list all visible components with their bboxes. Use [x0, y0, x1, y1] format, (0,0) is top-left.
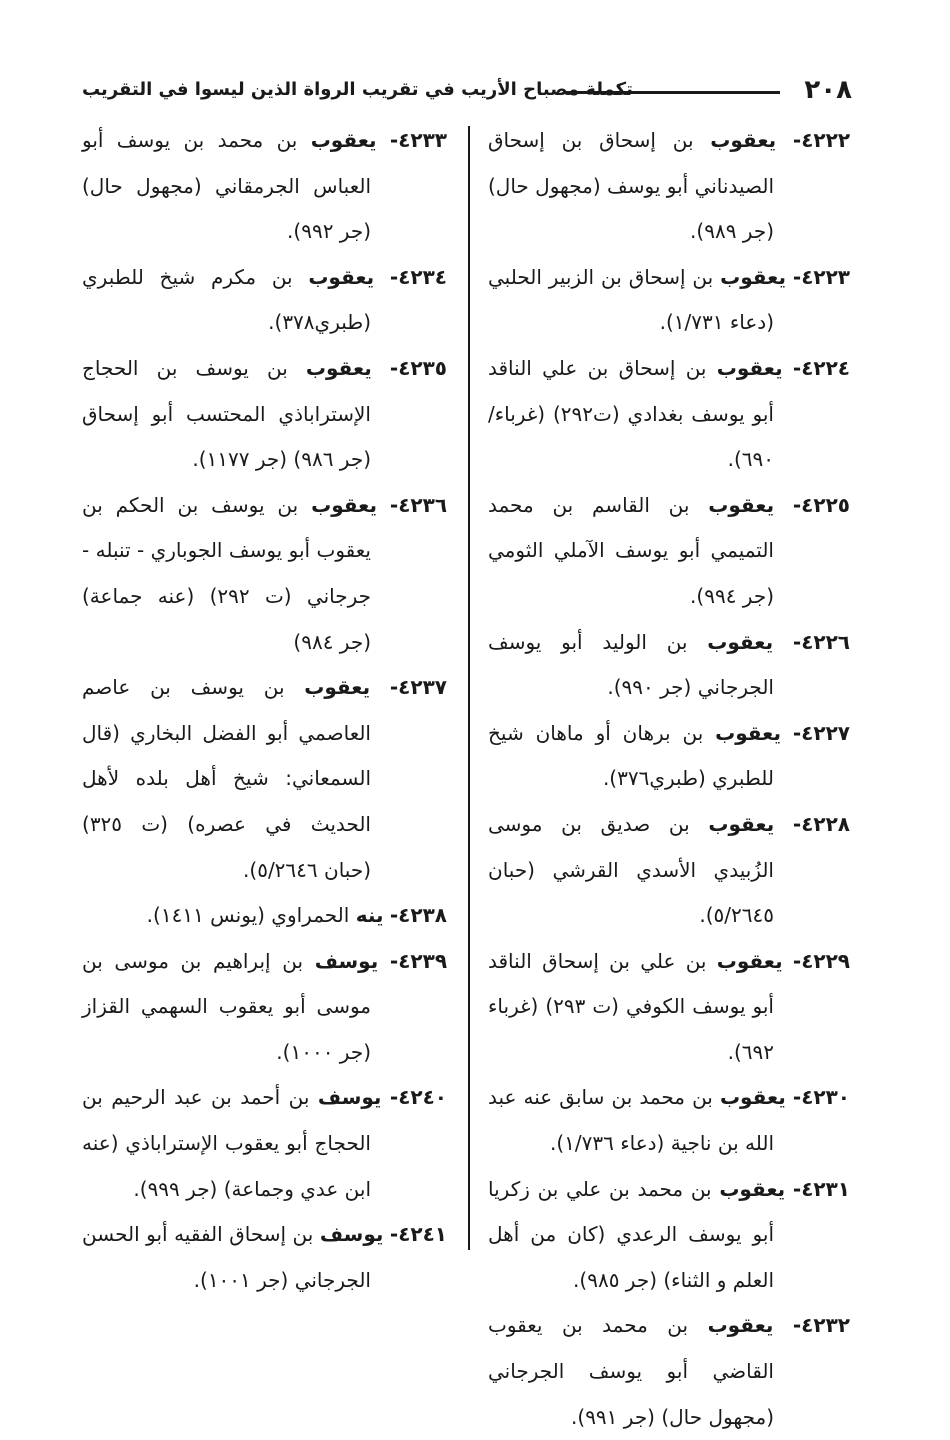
- narrator-entry: [488, 802, 850, 939]
- entry-name: يعقوب: [720, 264, 786, 289]
- entry-text: بن يوسف بن الحجاج الإستراباذي المحتسب أبو إسحاق (جر ٩٨٦) (جر ١١٧٧).: [82, 355, 371, 472]
- entry-text: بن محمد بن علي بن زكريا أبو يوسف الرعدي (كان من أهل العلم و الثناء) (جر ٩٨٥).: [488, 1176, 774, 1292]
- entry-name: يعقوب: [716, 355, 783, 380]
- right-column: [488, 118, 850, 1440]
- entry-number: ٤٢٣٥-: [389, 355, 448, 380]
- entry-number: ٤٢٢٣-: [792, 264, 851, 289]
- entry-text: بن محمد بن يعقوب القاضي أبو يوسف الجرجاني (مجهول حال) (جر ٩٩١).: [488, 1313, 774, 1429]
- narrator-entry: [82, 483, 447, 665]
- running-title: تكملة مصباح الأريب في تقريب الرواة الذين ليسوا في التقريب: [82, 79, 633, 100]
- narrator-entry: [488, 711, 850, 802]
- narrator-entry: [488, 255, 850, 346]
- entry-number: ٤٢٢٩-: [792, 948, 851, 973]
- narrator-entry: [82, 346, 447, 483]
- entry-number: ٤٢٣٤-: [389, 264, 448, 289]
- narrator-entry: [82, 1212, 447, 1303]
- entry-number: ٤٢٣١-: [792, 1176, 851, 1201]
- entry-text: بن أحمد بن عبد الرحيم بن الحجاج أبو يعقوب الإستراباذي (عنه ابن عدي وجماعة) (جر ٩٩٩).: [82, 1085, 371, 1201]
- entry-number: ٤٢٢٦-: [792, 629, 851, 654]
- entry-text: بن إسحاق بن علي الناقد أبو يوسف بغدادي (ت٢٩٢) (غرباء/ ٦٩٠).: [488, 355, 774, 472]
- entry-name: يعقوب: [308, 264, 375, 289]
- entry-text: بن علي بن إسحاق الناقد أبو يوسف الكوفي (ت ٢٩٣) (غرباء ٦٩٢).: [488, 948, 774, 1064]
- narrator-entry: [82, 255, 447, 346]
- narrator-entry: [488, 1075, 850, 1166]
- narrator-entry: [82, 665, 447, 893]
- page-header: [82, 72, 852, 112]
- entry-number: ٤٢٣٦-: [389, 492, 448, 517]
- entry-number: ٤٢٣٩-: [389, 948, 448, 973]
- entry-text: بن القاسم بن محمد التميمي أبو يوسف الآملي الثومي (جر ٩٩٤).: [488, 492, 774, 608]
- left-column: [82, 118, 447, 1303]
- entry-name: يعقوب: [708, 492, 775, 517]
- narrator-entry: [488, 939, 850, 1076]
- entry-name: يعقوب: [304, 675, 371, 700]
- entry-number: ٤٢٢٥-: [792, 492, 850, 517]
- entry-number: ٤٢٢٢-: [792, 128, 851, 152]
- entry-number: ٤٢٣٢-: [792, 1313, 850, 1338]
- entry-name: يعقوب: [710, 128, 777, 152]
- entry-number: ٤٢٣٣-: [389, 128, 448, 152]
- narrator-entry: [488, 1303, 850, 1440]
- entry-number: ٤٢٢٧-: [792, 720, 850, 745]
- narrator-entry: [82, 893, 447, 939]
- entry-name: يعقوب: [311, 492, 377, 517]
- entry-name: ينه: [355, 903, 384, 928]
- entry-name: يعقوب: [707, 1313, 774, 1338]
- entry-text: بن إسحاق الفقيه أبو الحسن الجرجاني (جر ١٠٠١).: [82, 1222, 371, 1292]
- entry-text: بن الوليد أبو يوسف الجرجاني (جر ٩٩٠).: [488, 629, 774, 700]
- entry-text: بن مكرم شيخ للطبري (طبري٣٧٨).: [82, 264, 371, 335]
- narrator-entry: [488, 1167, 850, 1304]
- entry-text: بن محمد بن يوسف أبو العباس الجرمقاني (مجهول حال) (جر ٩٩٢).: [82, 128, 371, 244]
- entry-text: بن صديق بن موسى الزُبيدي الأسدي القرشي (حبان ٥/٢٦٤٥).: [488, 811, 774, 928]
- entry-name: يوسف: [314, 948, 379, 973]
- entry-name: يعقوب: [715, 720, 781, 745]
- entry-text: بن محمد بن سابق عنه عبد الله بن ناجية (دعاء ١/٧٣٦).: [488, 1085, 774, 1156]
- entry-name: يعقوب: [719, 1085, 786, 1110]
- entry-number: ٤٢٣٨-: [389, 903, 447, 928]
- entry-text: بن يوسف بن عاصم العاصمي أبو الفضل البخاري (قال السمعاني: شيخ أهل بلده لأهل الحديث في عصره) (ت ٣٢٥) (حبان ٥/٢٦٤٦).: [82, 675, 371, 882]
- entry-name: يعقوب: [716, 948, 783, 973]
- entry-number: ٤٢٤١-: [389, 1222, 448, 1247]
- entry-number: ٤٢٣٧-: [389, 675, 447, 700]
- narrator-entry: [82, 1075, 447, 1212]
- entry-text: بن إبراهيم بن موسى بن موسى أبو يعقوب السهمي القزاز (جر ١٠٠٠).: [82, 948, 371, 1064]
- entry-text: بن برهان أو ماهان شيخ للطبري (طبري٣٧٦).: [488, 720, 774, 791]
- entry-name: يوسف: [319, 1222, 384, 1247]
- entry-name: يعقوب: [708, 811, 775, 836]
- narrator-entry: [82, 939, 447, 1076]
- entry-number: ٤٢٤٠-: [389, 1085, 448, 1110]
- column-divider: [468, 126, 470, 1250]
- narrator-entry: [488, 118, 850, 255]
- entry-number: ٤٢٣٠-: [792, 1085, 851, 1110]
- entry-name: يعقوب: [305, 355, 372, 380]
- entry-text: بن يوسف بن الحكم بن يعقوب أبو يوسف الجوباري - تنبله - جرجاني (ت ٢٩٢) (عنه جماعة) (جر ٩٨٤): [82, 492, 371, 654]
- entry-name: يعقوب: [707, 629, 774, 654]
- entry-text: الحمراوي (يونس ١٤١١).: [146, 903, 350, 928]
- entry-number: ٤٢٢٨-: [792, 811, 851, 836]
- entry-text: بن إسحاق بن إسحاق الصيدناني أبو يوسف (مجهول حال) (جر ٩٨٩).: [488, 128, 774, 244]
- narrator-entry: [488, 620, 850, 711]
- entry-name: يعقوب: [310, 128, 377, 152]
- narrator-entry: [82, 118, 447, 255]
- page-number: ٢٠٨: [804, 75, 852, 105]
- entry-name: يعقوب: [719, 1176, 786, 1201]
- entry-name: يوسف: [317, 1085, 382, 1110]
- entry-number: ٤٢٢٤-: [792, 355, 851, 380]
- narrator-entry: [488, 483, 850, 620]
- narrator-entry: [488, 346, 850, 483]
- entry-text: بن إسحاق بن الزبير الحلبي (دعاء ١/٧٣١).: [488, 264, 774, 335]
